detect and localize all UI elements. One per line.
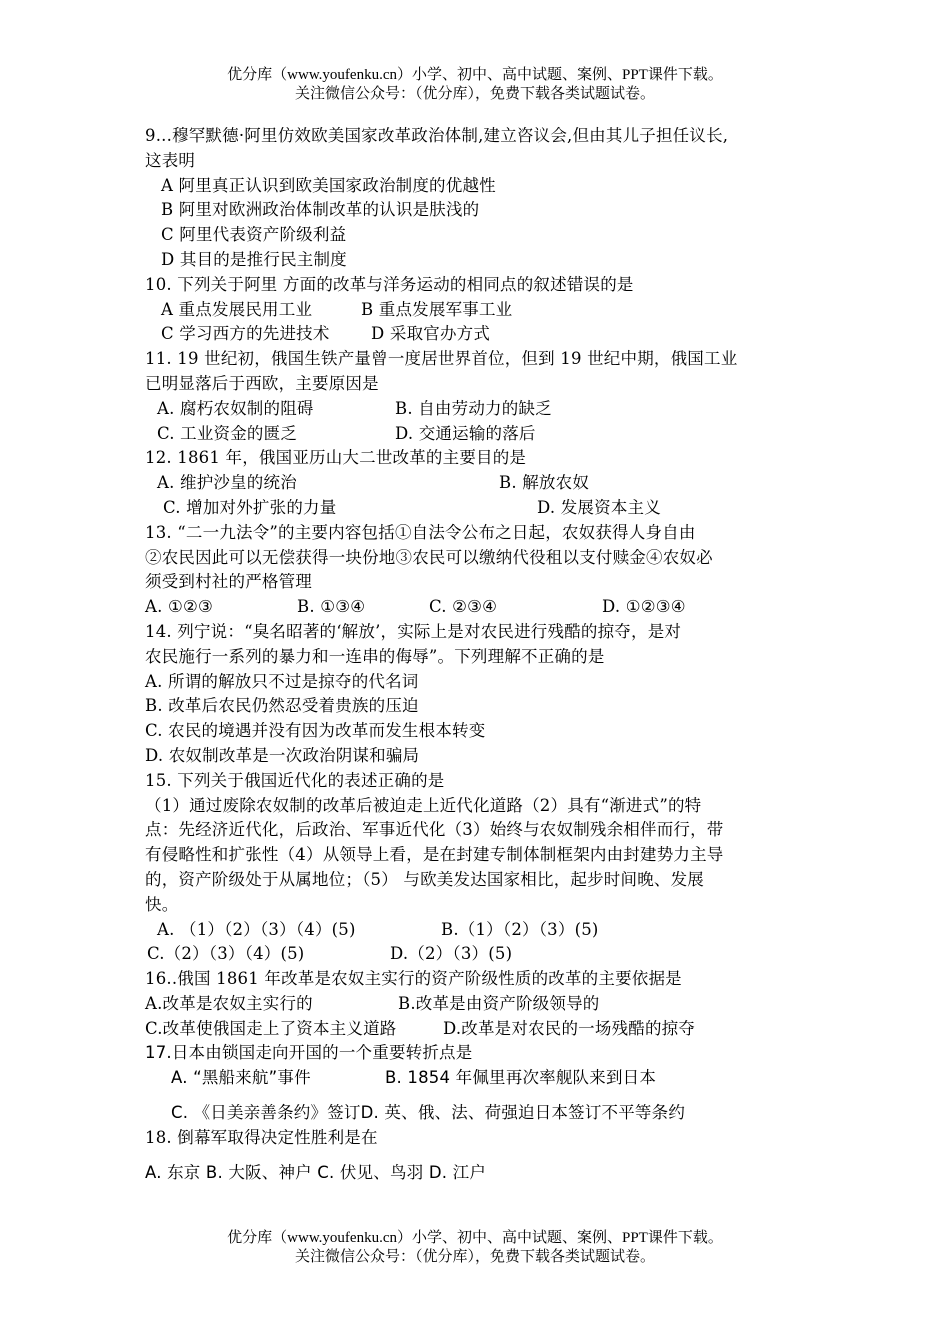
option-a: A. “黑船来航”事件 bbox=[171, 1068, 311, 1088]
question-15-item-line-2: 点：先经济近代化，后政治、军事近代化（3）始终与农奴制残余相伴而行，带 bbox=[145, 820, 724, 840]
question-14-stem-line-2: 农民施行一系列的暴力和一连串的侮辱”。下列理解不正确的是 bbox=[145, 646, 605, 666]
question-15-stem: 15. 下列关于俄国近代化的表述正确的是 bbox=[145, 770, 445, 790]
question-13-stem-line-2: ②农民因此可以无偿获得一块份地③农民可以缴纳代役租以支付赎金④农奴必 bbox=[145, 547, 713, 567]
page-header bbox=[0, 66, 950, 104]
question-15-item-line-3: 有侵略性和扩张性（4）从领导上看，是在封建专制体制框架内由封建势力主导 bbox=[145, 845, 724, 865]
option-c: C. 增加对外扩张的力量 bbox=[163, 497, 337, 517]
option-c: C.（2）（3）（4）(5) bbox=[147, 944, 305, 964]
option-row-cd bbox=[145, 322, 810, 347]
header-line-1: 优分库（www.youfenku.cn）小学、初中、高中试题、案例、PPT课件下载。 bbox=[227, 67, 723, 83]
question-13-stem-line-1: 13. “二一九法令”的主要内容包括①自法令公布之日起，农奴获得人身自由 bbox=[145, 522, 696, 542]
footer-line-1: 优分库（www.youfenku.cn）小学、初中、高中试题、案例、PPT课件下载。 bbox=[227, 1230, 723, 1246]
question-13-stem-line-3: 须受到村社的严格管理 bbox=[145, 572, 312, 592]
option-d: D.改革是对农民的一场残酷的掠夺 bbox=[443, 1018, 696, 1038]
footer-line-2: 关注微信公众号：（优分库），免费下载各类试题试卷。 bbox=[294, 1249, 655, 1265]
question-14-stem-line-1: 14. 列宁说：“臭名昭著的‘解放’，实际上是对农民进行残酷的掠夺，是对 bbox=[145, 621, 682, 641]
option-a: A.改革是农奴主实行的 bbox=[145, 993, 313, 1013]
option-a: A. （1）（2）（3）（4）(5) bbox=[157, 919, 356, 939]
option-c: C. 工业资金的匮乏 bbox=[157, 423, 298, 443]
header-line-2: 关注微信公众号：（优分库），免费下载各类试题试卷。 bbox=[294, 86, 655, 102]
option-d: D. ①②③④ bbox=[602, 597, 686, 617]
option-c: C 阿里代表资产阶级利益 bbox=[161, 225, 347, 245]
option-b: B. 1854 年佩里再次率舰队来到日本 bbox=[385, 1068, 657, 1088]
option-row-cd bbox=[145, 496, 810, 521]
option-b: B.（1）（2）（3）(5) bbox=[441, 919, 599, 939]
option-d: D. 发展资本主义 bbox=[537, 497, 661, 517]
question-15-item-line-5: 快。 bbox=[145, 894, 179, 914]
option-d: D. 农奴制改革是一次政治阴谋和骗局 bbox=[145, 745, 420, 765]
option-row-ab bbox=[145, 918, 810, 943]
option-row-cd bbox=[145, 1101, 810, 1126]
option-row-ab bbox=[145, 992, 810, 1017]
question-11-stem-line-2: 已明显落后于西欧，主要原因是 bbox=[145, 373, 379, 393]
question-10 bbox=[145, 273, 810, 347]
option-c: C 学习西方的先进技术 bbox=[161, 324, 330, 344]
question-11 bbox=[145, 347, 810, 446]
question-9-stem-line-2: 这表明 bbox=[145, 150, 196, 170]
option-row-cd bbox=[145, 1017, 810, 1042]
option-d: D. 交通运输的落后 bbox=[395, 423, 536, 443]
question-12 bbox=[145, 446, 810, 520]
page-footer bbox=[0, 1229, 950, 1267]
question-12-stem: 12. 1861 年，俄国亚历山大二世改革的主要目的是 bbox=[145, 448, 527, 468]
option-d: D 采取官办方式 bbox=[371, 324, 491, 344]
option-row-cd bbox=[145, 422, 810, 447]
question-17 bbox=[145, 1041, 810, 1125]
option-row-ab bbox=[145, 1066, 810, 1091]
option-d: D.（2）（3）(5) bbox=[390, 944, 513, 964]
option-a: A 阿里真正认识到欧美国家政治制度的优越性 bbox=[161, 175, 496, 195]
option-c: C. 《日美亲善条约》签订 bbox=[171, 1103, 361, 1123]
question-list bbox=[145, 124, 810, 1185]
question-15 bbox=[145, 769, 810, 967]
option-a: A. 维护沙皇的统治 bbox=[157, 473, 297, 493]
option-d: D 其目的是推行民主制度 bbox=[161, 249, 347, 269]
option-b: B 重点发展军事工业 bbox=[361, 299, 513, 319]
option-b: B 阿里对欧洲政治体制改革的认识是肤浅的 bbox=[161, 200, 480, 220]
question-16-stem: 16..俄国 1861 年改革是农奴主实行的资产阶级性质的改革的主要依据是 bbox=[145, 969, 682, 989]
option-c: C. ②③④ bbox=[429, 597, 498, 617]
option-row-ab bbox=[145, 471, 810, 496]
question-10-stem: 10. 下列关于阿里 方面的改革与洋务运动的相同点的叙述错误的是 bbox=[145, 274, 634, 294]
option-a: A. 腐朽农奴制的阻碍 bbox=[157, 398, 314, 418]
option-b: B.改革是由资产阶级领导的 bbox=[398, 993, 600, 1013]
question-16 bbox=[145, 967, 810, 1041]
question-11-stem-line-1: 11. 19 世纪初，俄国生铁产量曾一度居世界首位，但到 19 世纪中期，俄国工业 bbox=[145, 349, 738, 369]
option-d: D. 英、俄、法、荷强迫日本签订不平等条约 bbox=[360, 1103, 686, 1123]
question-13 bbox=[145, 521, 810, 620]
option-b: B. ①③④ bbox=[297, 597, 366, 617]
option-a: A 重点发展民用工业 bbox=[161, 299, 313, 319]
question-14 bbox=[145, 620, 810, 769]
option-c: C.改革使俄国走上了资本主义道路 bbox=[145, 1018, 397, 1038]
option-row-ab bbox=[145, 397, 810, 422]
question-18-options: A. 东京 B. 大阪、神户 C. 伏见、鸟羽 D. 江户 bbox=[145, 1162, 487, 1182]
question-9 bbox=[145, 124, 810, 273]
question-15-item-line-1: （1）通过废除农奴制的改革后被迫走上近代化道路（2）具有“渐进式”的特 bbox=[145, 795, 702, 815]
question-9-stem-line-1: 9...穆罕默德·阿里仿效欧美国家改革政治体制,建立咨议会,但由其儿子担任议长, bbox=[145, 126, 729, 145]
option-c: C. 农民的境遇并没有因为改革而发生根本转变 bbox=[145, 721, 486, 741]
option-b: B. 解放农奴 bbox=[499, 473, 590, 493]
option-b: B. 自由劳动力的缺乏 bbox=[395, 398, 552, 418]
question-17-stem: 17.日本由锁国走向开国的一个重要转折点是 bbox=[145, 1043, 473, 1063]
question-18 bbox=[145, 1126, 810, 1186]
option-a: A. ①②③ bbox=[145, 597, 213, 617]
option-row-ab bbox=[145, 298, 810, 323]
option-a: A. 所谓的解放只不过是掠夺的代名词 bbox=[145, 671, 419, 691]
option-b: B. 改革后农民仍然忍受着贵族的压迫 bbox=[145, 696, 419, 716]
option-row-cd bbox=[145, 942, 810, 967]
question-15-item-line-4: 的，资产阶级处于从属地位；（5） 与欧美发达国家相比，起步时间晚、发展 bbox=[145, 869, 704, 889]
question-18-stem: 18. 倒幕军取得决定性胜利是在 bbox=[145, 1127, 378, 1147]
option-row bbox=[145, 595, 810, 620]
